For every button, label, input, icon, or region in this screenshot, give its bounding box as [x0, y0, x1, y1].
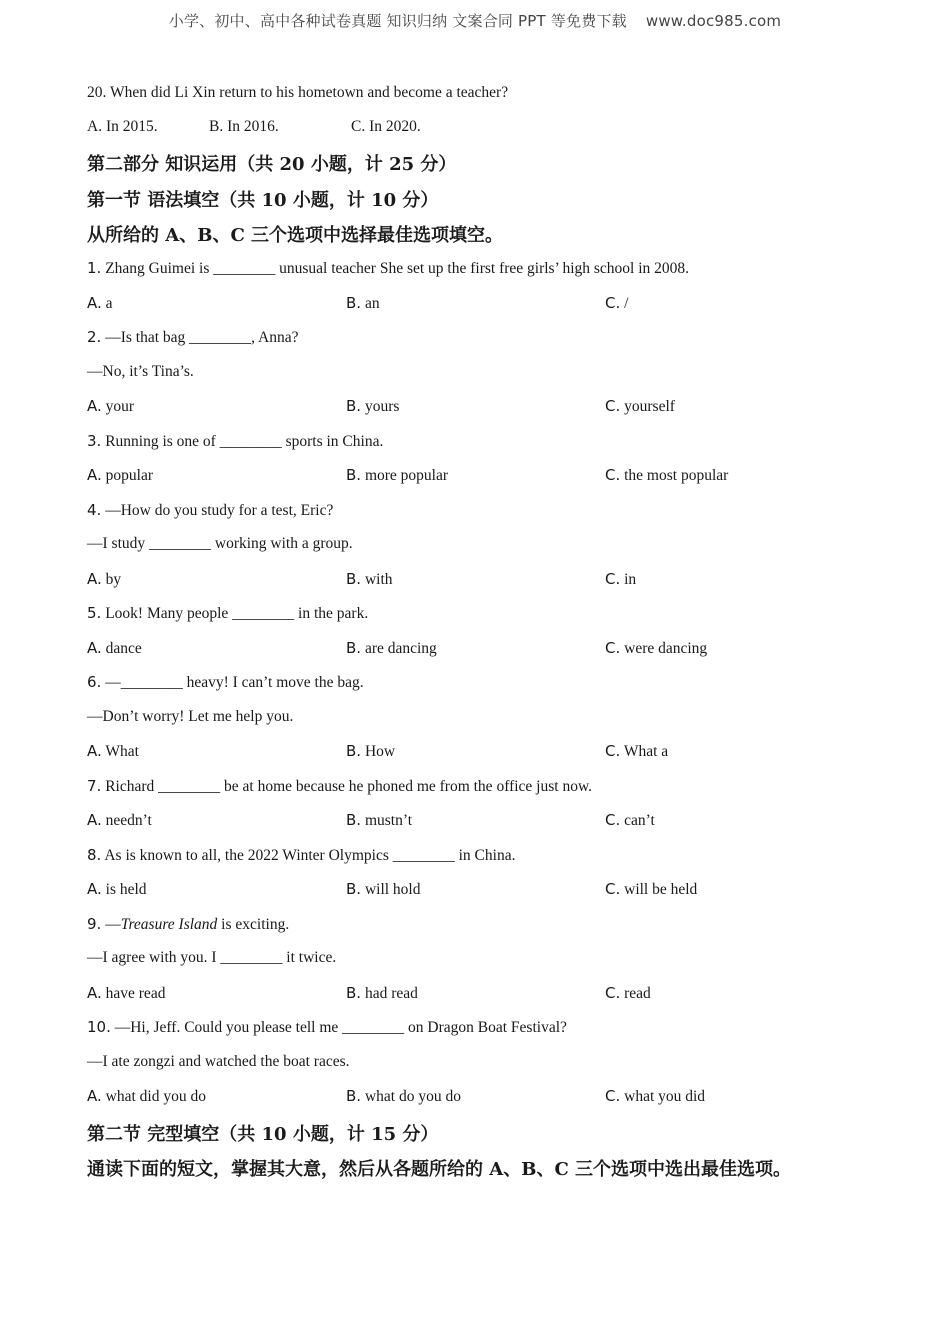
option-b: [346, 294, 380, 313]
question-stem: [87, 846, 515, 865]
option-letter: B.: [346, 466, 362, 484]
option-letter: C.: [605, 466, 621, 484]
option-a: [87, 397, 134, 416]
option-letter: A.: [87, 569, 102, 588]
option-letter: A.: [87, 811, 102, 829]
option-a: [87, 466, 153, 485]
option-c: [605, 570, 636, 589]
question-stem: [87, 328, 298, 347]
option-text: will be held: [624, 881, 698, 898]
question-text: —Don’t worry! Let me help you.: [87, 707, 294, 725]
section2-instruction: 通读下面的短文，掌握其大意，然后从各题所给的 A、B、C 三个选项中选出最佳选项。: [87, 1159, 792, 1180]
question-text: As is known to all, the 2022 Winter Olympics ________ in China.: [104, 846, 516, 864]
option-b: [346, 742, 395, 761]
option-text: what did you do: [105, 1088, 206, 1105]
question-stem: [87, 777, 592, 796]
option-b: [346, 397, 399, 416]
option-letter: A.: [87, 1087, 102, 1105]
question-stem: [87, 604, 368, 623]
option-c: [605, 639, 707, 658]
option-text: the most popular: [624, 467, 729, 484]
book-title: Treasure Island: [120, 915, 218, 933]
question-stem: [87, 673, 364, 692]
option-text: your: [105, 398, 135, 415]
option-letter: A.: [87, 466, 102, 484]
section1-heading: 第一节 语法填空（共 10 小题，计 10 分）: [87, 190, 439, 211]
option-letter: B.: [346, 397, 362, 415]
option-letter: A.: [87, 983, 102, 1002]
question-number: 5.: [87, 604, 102, 622]
question-number: 2.: [87, 328, 102, 346]
option-text: /: [624, 294, 629, 312]
q20-stem: 20. When did Li Xin return to his hometown and become a teacher?: [87, 84, 509, 101]
option-a: [87, 984, 165, 1003]
q20-option-a: A. In 2015.: [87, 118, 158, 135]
question-number: 4.: [87, 500, 102, 519]
question-number: 1.: [87, 259, 102, 277]
option-text: a: [105, 294, 113, 312]
question-text: —I agree with you. I ________ it twice.: [87, 949, 337, 966]
option-text: How: [364, 743, 396, 760]
option-text: What a: [623, 743, 669, 760]
option-text: read: [624, 984, 651, 1002]
option-letter: B.: [346, 638, 362, 657]
header-text: 小学、初中、高中各种试卷真题 知识归纳 文案合同 PPT 等免费下载: [168, 12, 627, 30]
option-letter: A.: [87, 397, 102, 415]
question-stem: [87, 501, 333, 520]
question-text: —Hi, Jeff. Could you please tell me ________ on Dragon Boat Festival?: [114, 1019, 567, 1036]
option-text: is held: [105, 881, 147, 898]
option-text: dance: [105, 639, 142, 657]
option-letter: B.: [346, 569, 362, 588]
section1-instruction: 从所给的 A、B、C 三个选项中选择最佳选项填空。: [87, 225, 504, 246]
option-letter: C.: [605, 569, 621, 588]
option-text: are dancing: [364, 639, 437, 657]
option-text: what you did: [624, 1088, 706, 1105]
option-c: [605, 294, 628, 313]
option-c: [605, 811, 655, 830]
option-letter: B.: [346, 293, 362, 312]
option-text: in: [624, 570, 637, 588]
option-b: [346, 570, 393, 589]
option-letter: B.: [346, 983, 362, 1002]
part2-heading: 第二部分 知识运用（共 20 小题，计 25 分）: [87, 154, 457, 175]
option-text: with: [364, 570, 393, 588]
option-letter: C.: [605, 638, 621, 657]
option-a: [87, 570, 121, 589]
option-letter: A.: [87, 638, 102, 657]
option-letter: C.: [605, 397, 621, 415]
option-a: [87, 811, 152, 830]
question-dialogue-line: [87, 535, 353, 553]
option-c: [605, 1087, 705, 1106]
option-b: [346, 984, 418, 1003]
page-header: [0, 10, 950, 31]
option-text: what do you do: [364, 1088, 461, 1105]
option-text: needn’t: [105, 812, 152, 829]
question-text: —Is that bag ________, Anna?: [105, 329, 299, 346]
question-text: —________ heavy! I can’t move the bag.: [105, 674, 364, 691]
question-stem: [87, 259, 689, 278]
option-text: have read: [105, 984, 166, 1002]
option-c: [605, 984, 651, 1003]
option-text: mustn’t: [364, 812, 413, 829]
question-text: —How do you study for a test, Eric?: [105, 501, 334, 519]
option-b: [346, 639, 437, 658]
q20-option-b: B. In 2016.: [209, 118, 279, 135]
option-letter: A.: [87, 742, 102, 760]
option-text: more popular: [364, 467, 449, 484]
question-text: Running is one of ________ sports in China.: [105, 432, 384, 450]
question-number: 6.: [87, 673, 102, 691]
question-stem: [87, 432, 383, 451]
option-text: by: [105, 570, 122, 588]
option-a: [87, 880, 147, 899]
option-b: [346, 811, 412, 830]
option-a: [87, 742, 139, 761]
question-text: —Treasure Island is exciting.: [105, 915, 290, 933]
option-b: [346, 466, 448, 485]
option-text: an: [364, 294, 380, 312]
question-dialogue-line: [87, 363, 194, 381]
option-c: [605, 880, 697, 899]
option-letter: C.: [605, 742, 621, 760]
option-a: [87, 294, 113, 313]
option-c: [605, 466, 728, 485]
option-letter: B.: [346, 811, 362, 829]
option-letter: C.: [605, 293, 621, 312]
option-letter: B.: [346, 742, 362, 760]
option-text: yourself: [624, 398, 675, 415]
option-text: can’t: [624, 812, 655, 829]
option-b: [346, 1087, 461, 1106]
option-letter: B.: [346, 1087, 362, 1105]
section2-heading: 第二节 完型填空（共 10 小题，计 15 分）: [87, 1124, 439, 1145]
option-letter: A.: [87, 880, 102, 898]
option-letter: C.: [605, 811, 621, 829]
option-c: [605, 742, 668, 761]
question-stem: [87, 915, 289, 934]
option-a: [87, 639, 142, 658]
option-text: will hold: [364, 881, 421, 898]
question-text: —No, it’s Tina’s.: [87, 362, 194, 380]
question-stem: [87, 1018, 567, 1037]
question-text: Zhang Guimei is ________ unusual teacher She set up the first free girls’ high school in 2008.: [105, 260, 690, 277]
question-text: Richard ________ be at home because he phoned me from the office just now.: [105, 777, 593, 795]
option-text: yours: [364, 398, 400, 415]
q20-option-c: C. In 2020.: [351, 118, 421, 135]
question-dialogue-line: [87, 708, 293, 726]
option-a: [87, 1087, 206, 1106]
question-number: 8.: [87, 845, 102, 864]
option-letter: C.: [605, 880, 621, 898]
question-number: 7.: [87, 776, 102, 795]
question-number: 10.: [87, 1018, 111, 1036]
option-b: [346, 880, 420, 899]
option-text: What: [105, 743, 139, 760]
question-text: —I ate zongzi and watched the boat races.: [87, 1052, 350, 1070]
question-text: —I study ________ working with a group.: [87, 535, 353, 552]
question-dialogue-line: [87, 949, 336, 967]
option-text: were dancing: [624, 639, 708, 657]
option-letter: C.: [605, 983, 621, 1002]
option-letter: C.: [605, 1087, 621, 1105]
option-letter: B.: [346, 880, 362, 898]
option-letter: A.: [87, 293, 102, 312]
question-text: Look! Many people ________ in the park.: [105, 605, 369, 622]
option-text: popular: [105, 467, 153, 484]
option-text: had read: [364, 984, 418, 1002]
question-number: 3.: [87, 431, 102, 450]
option-c: [605, 397, 675, 416]
header-url[interactable]: www.doc985.com: [645, 12, 782, 30]
question-number: 9.: [87, 914, 102, 933]
question-dialogue-line: [87, 1053, 350, 1071]
